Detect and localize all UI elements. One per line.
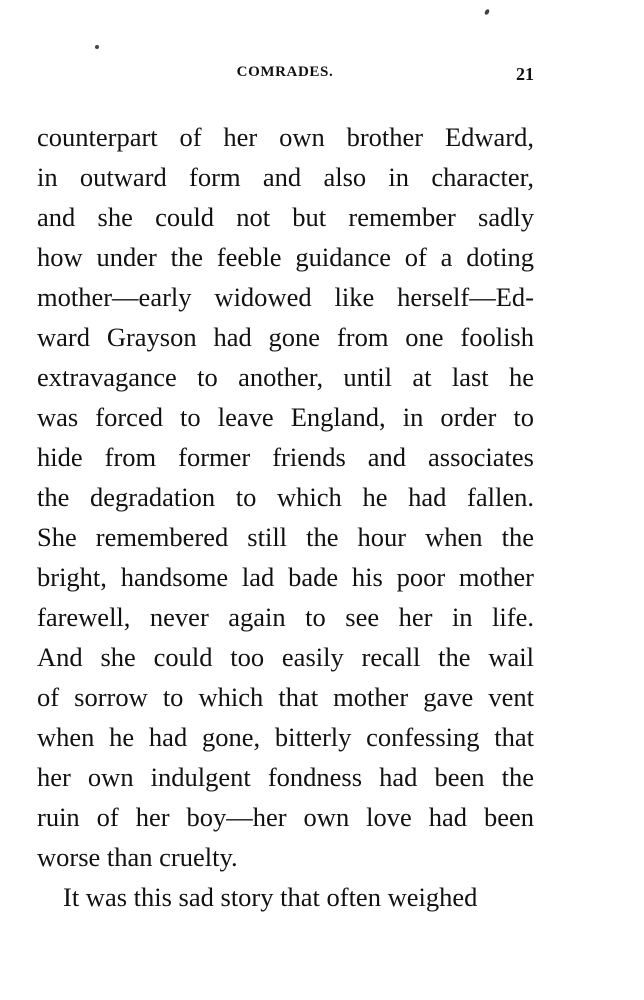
- text-line: hide from former friends and associates: [37, 442, 534, 472]
- text-line: She remembered still the hour when the: [37, 522, 534, 552]
- text-line: in outward form and also in character,: [37, 162, 534, 192]
- text-line: mother—early widowed like herself—Ed-: [37, 282, 534, 312]
- body-text: [37, 117, 534, 917]
- text-line: counterpart of her own brother Edward,: [37, 122, 534, 152]
- page-number: 21: [516, 64, 534, 84]
- text-line: farewell, never again to see her in life.: [37, 602, 534, 632]
- ink-speck: [484, 8, 490, 15]
- text-line: ward Grayson had gone from one foolish: [37, 322, 534, 352]
- text-line: And she could too easily recall the wail: [37, 642, 534, 672]
- page-header: [36, 64, 534, 88]
- text-line: and she could not but remember sadly: [37, 202, 534, 232]
- running-head: COMRADES.: [236, 64, 334, 80]
- text-line: bright, handsome lad bade his poor mother: [37, 562, 534, 592]
- text-line: the degradation to which he had fallen.: [37, 482, 534, 512]
- text-line: ruin of her boy—her own love had been: [37, 802, 534, 832]
- text-line: how under the feeble guidance of a doting: [37, 242, 534, 272]
- paragraph-end-line: worse than cruelty.: [37, 842, 238, 872]
- ink-speck: [95, 45, 99, 49]
- text-line: when he had gone, bitterly confessing that: [37, 722, 534, 752]
- text-line: of sorrow to which that mother gave vent: [37, 682, 534, 712]
- paragraph-start-line: It was this sad story that often weighed: [63, 882, 478, 912]
- text-line: was forced to leave England, in order to: [37, 402, 534, 432]
- text-line: extravagance to another, until at last he: [37, 362, 534, 392]
- text-line: her own indulgent fondness had been the: [37, 762, 534, 792]
